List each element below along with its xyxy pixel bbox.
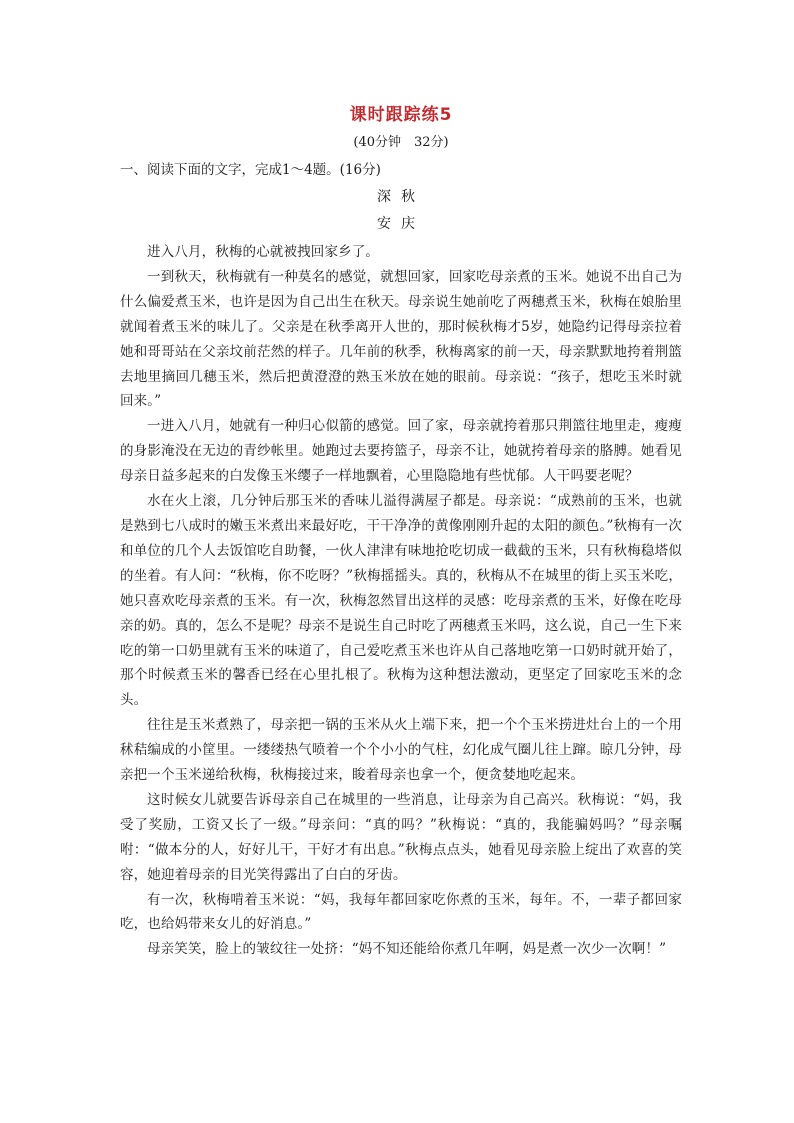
essay-paragraph: 进入八月，秋梅的心就被拽回家乡了。: [147, 244, 380, 260]
essay-body: [120, 240, 682, 962]
essay-paragraph: 这时候女儿就要告诉母亲自己在城里的一些消息，让母亲为自己高兴。秋梅说：“妈，我受了奖励，工资又长了一级。”母亲问：“真的吗？”秋梅说：“真的，我能骗妈吗？”母亲嘱咐：“做本分的人，好好儿干，干好才有出息。”秋梅点点头，她看见母亲脸上绽出了欢喜的笑容，她迎着母亲的目光笑得露出了白白的牙齿。: [120, 791, 682, 883]
time-score-note: (40分钟 32分): [353, 135, 449, 150]
essay-paragraph: 母亲笑笑，脸上的皱纹往一处挤：“妈不知还能给你煮几年啊，妈是煮一次少一次啊！”: [147, 941, 667, 958]
page-title: 课时跟踪练5: [349, 105, 453, 125]
essay-title: 深秋: [377, 189, 425, 205]
essay-paragraph: 有一次，秋梅啃着玉米说：“妈，我每年都回家吃你煮的玉米，每年。不，一辈子都回家吃，也给妈带来女儿的好消息。”: [120, 891, 682, 933]
essay-paragraph: 一到秋天，秋梅就有一种莫名的感觉，就想回家，回家吃母亲煮的玉米。她说不出自己为什么偏爱煮玉米，也许是因为自己出生在秋天。母亲说生她前吃了两穗煮玉米，秋梅在娘胎里就闻着煮玉米的味儿了。父亲是在秋季离开人世的，那时候秋梅才5岁，她隐约记得母亲拉着她和哥哥站在父亲坟前茫然的样子。几年前的秋季，秋梅离家的前一天，母亲默默地挎着荆篮去地里摘回几穗玉米，然后把黄澄澄的熟玉米放在她的眼前。母亲说：“孩子，想吃玉米时就回来。”: [120, 268, 682, 410]
essay-paragraph: 水在火上滚，几分钟后那玉米的香味儿溢得满屋子都是。母亲说：“成熟前的玉米，也就是熟到七八成时的嫩玉米煮出来最好吃，干干净净的黄像刚刚升起的太阳的颜色。”秋梅有一次和单位的几个人去饭馆吃自助餐，一伙人津津有味地抢吃切成一截截的玉米，只有秋梅稳塔似的坐着。有人问：“秋梅，你不吃呀？”秋梅摇摇头。真的，秋梅从不在城里的街上买玉米吃，她只喜欢吃母亲煮的玉米。有一次，秋梅忽然冒出这样的灵感：吃母亲煮的玉米，好像在吃母亲的奶。真的，怎么不是呢？母亲不是说生自己时吃了两穗煮玉米吗，这么说，自己一生下来吃的第一口奶里就有玉米的味道了，自己爱吃煮玉米也许从自己落地吃第一口奶时就开始了，那个时候煮玉米的馨香已经在心里扎根了。秋梅为这种想法激动，更坚定了回家吃玉米的念头。: [120, 493, 682, 709]
essay-paragraph: 一进入八月，她就有一种归心似箭的感觉。回了家，母亲就挎着那只荆篮往地里走，瘦瘦的身影淹没在无边的青纱帐里。她跑过去要挎篮子，母亲不让，她就挎着母亲的胳膊。她看见母亲日益多起来的白发像玉米缨子一样地飘着，心里隐隐地有些忧郁。人干吗要老呢？: [120, 418, 682, 485]
essay-author: 安庆: [377, 216, 425, 232]
essay-paragraph: 往往是玉米煮熟了，母亲把一锅的玉米从火上端下来，把一个个玉米捞进灶台上的一个用秫秸编成的小筐里。一缕缕热气喷着一个个小小的气柱，幻化成气圈儿往上蹿。晾几分钟，母亲把一个玉米递给秋梅，秋梅接过来，睃着母亲也拿一个，便贪婪地吃起来。: [120, 717, 682, 784]
section-instruction: 一、阅读下面的文字，完成1～4题。(16分): [120, 162, 381, 178]
